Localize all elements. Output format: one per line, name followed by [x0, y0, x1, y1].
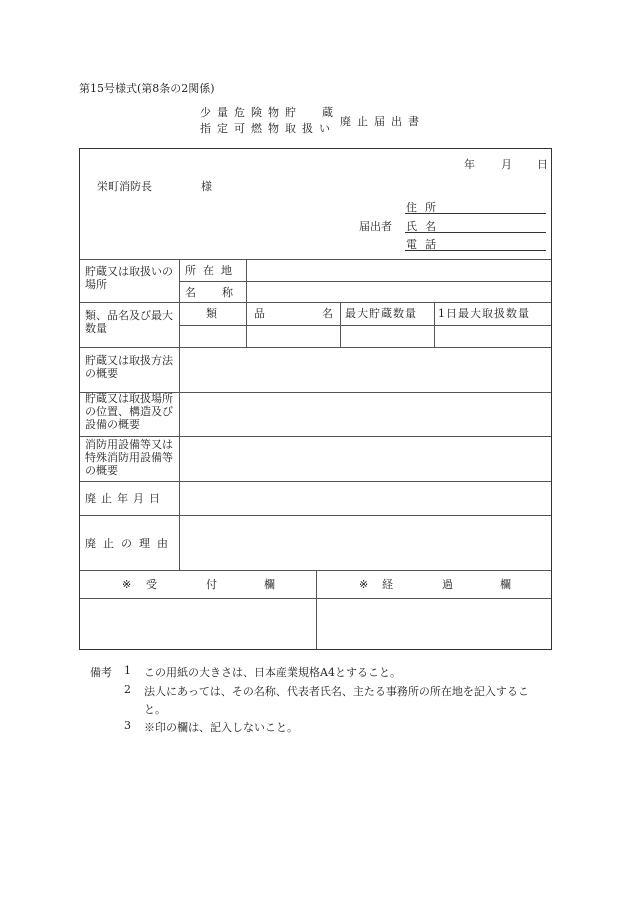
progress-char-2: 過	[442, 578, 453, 591]
form-number: 第15号様式(第8条の2関係)	[79, 82, 215, 95]
col-item-a: 品	[254, 307, 265, 320]
facility-label: 貯蔵又は取扱場所の位置、構造及び設備の概要	[85, 392, 173, 431]
notes-heading: 備考	[90, 666, 112, 679]
reception-char-1: 受	[146, 578, 157, 591]
notifier-label: 届出者	[359, 220, 392, 233]
abolish-date-label: 廃止年月日	[85, 492, 165, 505]
note-2-text: 法人にあっては、その名称、代表者氏名、主たる事務所の所在地を記入するこ	[144, 685, 529, 698]
name-line	[405, 232, 546, 233]
title-line-3: 廃止届出書	[340, 115, 425, 128]
title-line-1: 少量危険物貯	[200, 106, 302, 119]
addressee: 栄町消防長	[97, 180, 152, 193]
title-line-2: 指定可燃物取扱い	[200, 122, 336, 135]
quantity-label: 類、品名及び最大数量	[85, 309, 173, 335]
year-label: 年	[464, 158, 475, 171]
reception-char-3: 欄	[264, 578, 275, 591]
divider	[80, 436, 551, 437]
col-daily-max: 1日最大取扱数量	[438, 307, 530, 320]
divider	[80, 481, 551, 482]
col-item-b: 名	[322, 307, 333, 320]
location-address-label: 所在地	[185, 264, 239, 277]
divider	[434, 302, 435, 347]
divider	[80, 347, 551, 348]
divider	[316, 570, 317, 649]
divider	[80, 259, 551, 260]
address-line	[405, 213, 546, 214]
address-label: 住所	[406, 201, 444, 214]
note-3-text: ※印の欄は、記入しないこと。	[144, 721, 298, 734]
name-label: 氏名	[406, 220, 444, 233]
divider	[80, 302, 551, 303]
note-2-number: 2	[124, 683, 131, 696]
phone-label: 電話	[406, 238, 444, 251]
divider	[246, 302, 247, 347]
note-1-number: 1	[124, 664, 131, 677]
note-1-text: この用紙の大きさは、日本産業規格A4とすること。	[144, 666, 401, 679]
location-label: 貯蔵又は取扱いの場所	[85, 265, 173, 291]
honorific: 様	[201, 180, 212, 193]
col-class: 類	[206, 307, 217, 320]
divider	[340, 302, 341, 347]
col-max-storage: 最大貯蔵数量	[345, 307, 417, 320]
progress-char-1: 経	[382, 578, 393, 591]
progress-mark: ※	[359, 578, 369, 591]
day-label: 日	[537, 158, 548, 171]
progress-char-3: 欄	[500, 578, 511, 591]
form-table	[79, 148, 552, 650]
abolish-reason-label: 廃止の理由	[85, 537, 175, 550]
phone-line	[405, 250, 546, 251]
location-name-label: 名称	[185, 286, 259, 299]
reception-mark: ※	[122, 578, 132, 591]
reception-char-2: 付	[206, 578, 217, 591]
method-label: 貯蔵又は取扱方法の概要	[85, 354, 173, 380]
month-label: 月	[501, 158, 512, 171]
divider	[80, 515, 551, 516]
note-2-text-cont: と。	[144, 703, 166, 716]
divider	[179, 259, 180, 570]
fire-equipment-label: 消防用設備等又は特殊消防用設備等の概要	[85, 438, 173, 477]
divider	[179, 325, 551, 326]
title-line-1-end: 蔵	[322, 106, 333, 119]
divider	[179, 281, 551, 282]
note-3-number: 3	[124, 719, 131, 732]
